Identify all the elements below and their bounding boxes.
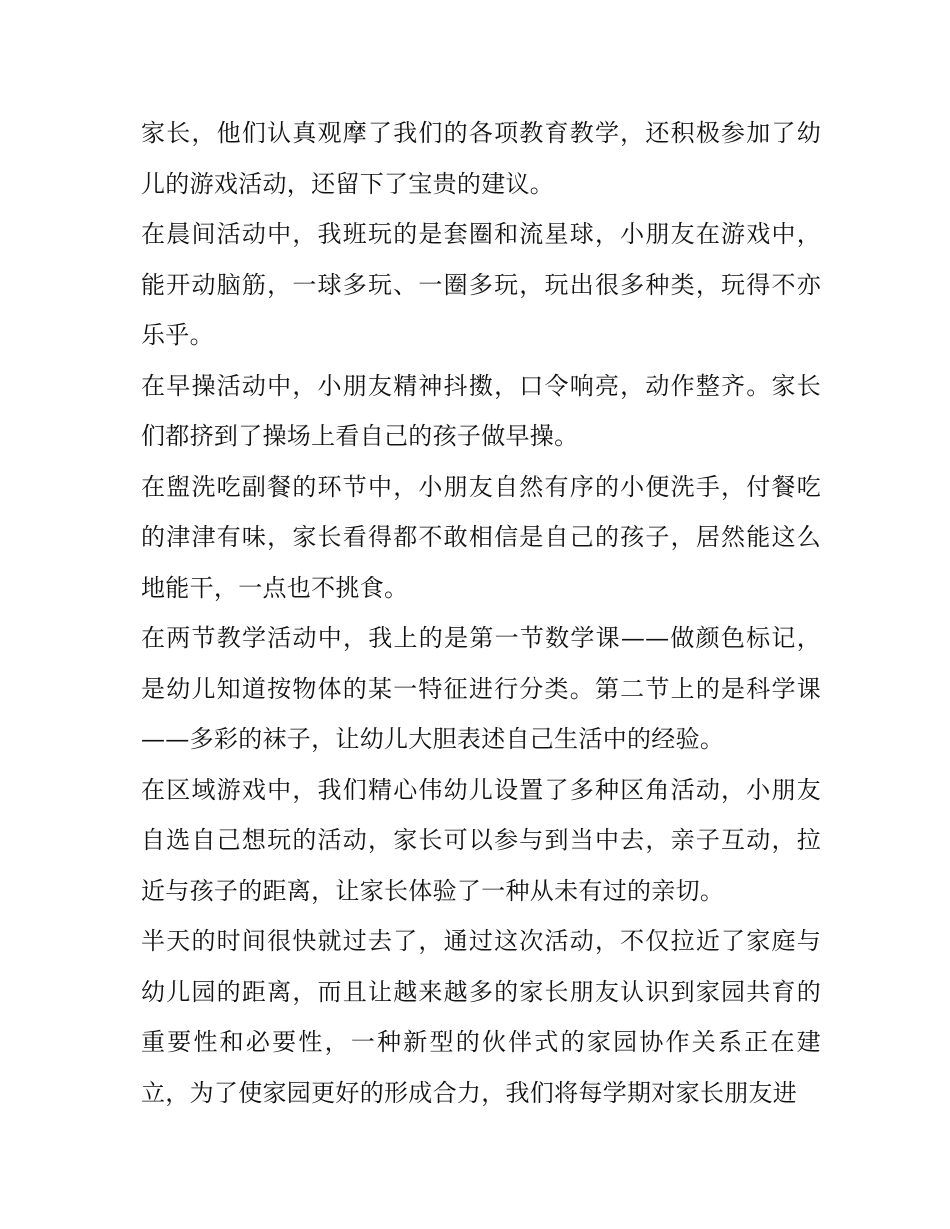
paragraph-morning-exercise: 在早操活动中，小朋友精神抖擞，口令响亮，动作整齐。家长们都挤到了操场上看自己的孩子做早操。	[141, 371, 821, 450]
paragraph-washing-snack: 在盥洗吃副餐的环节中，小朋友自然有序的小便洗手，付餐吃的津津有味，家长看得都不敢相信是自己的孩子，居然能这么地能干，一点也不挑食。	[141, 472, 821, 602]
paragraph-teaching-activities: 在两节教学活动中，我上的是第一节数学课——做颜色标记，是幼儿知道按物体的某一特征进行分类。第二节上的是科学课——多彩的袜子，让幼儿大胆表述自己生活中的经验。	[141, 624, 821, 753]
paragraph-conclusion: 半天的时间很快就过去了，通过这次活动，不仅拉近了家庭与幼儿园的距离，而且让越来越多的家长朋友认识到家园共育的重要性和必要性，一种新型的伙伴式的家园协作关系正在建立，为了使家园更好的形成合力，我们将每学期对家长朋友进	[141, 927, 821, 1107]
paragraph-area-games: 在区域游戏中，我们精心伟幼儿设置了多种区角活动，小朋友自选自己想玩的活动，家长可以参与到当中去，亲子互动，拉近与孩子的距离，让家长体验了一种从未有过的亲切。	[141, 775, 821, 905]
paragraph-morning-activity: 在晨间活动中，我班玩的是套圈和流星球，小朋友在游戏中，能开动脑筋，一球多玩、一圈多玩，玩出很多种类，玩得不亦乐乎。	[141, 220, 821, 349]
document-body	[141, 108, 821, 1118]
paragraph-parent-visit: 家长，他们认真观摩了我们的各项教育教学，还积极参加了幼儿的游戏活动，还留下了宝贵的建议。	[141, 119, 821, 198]
